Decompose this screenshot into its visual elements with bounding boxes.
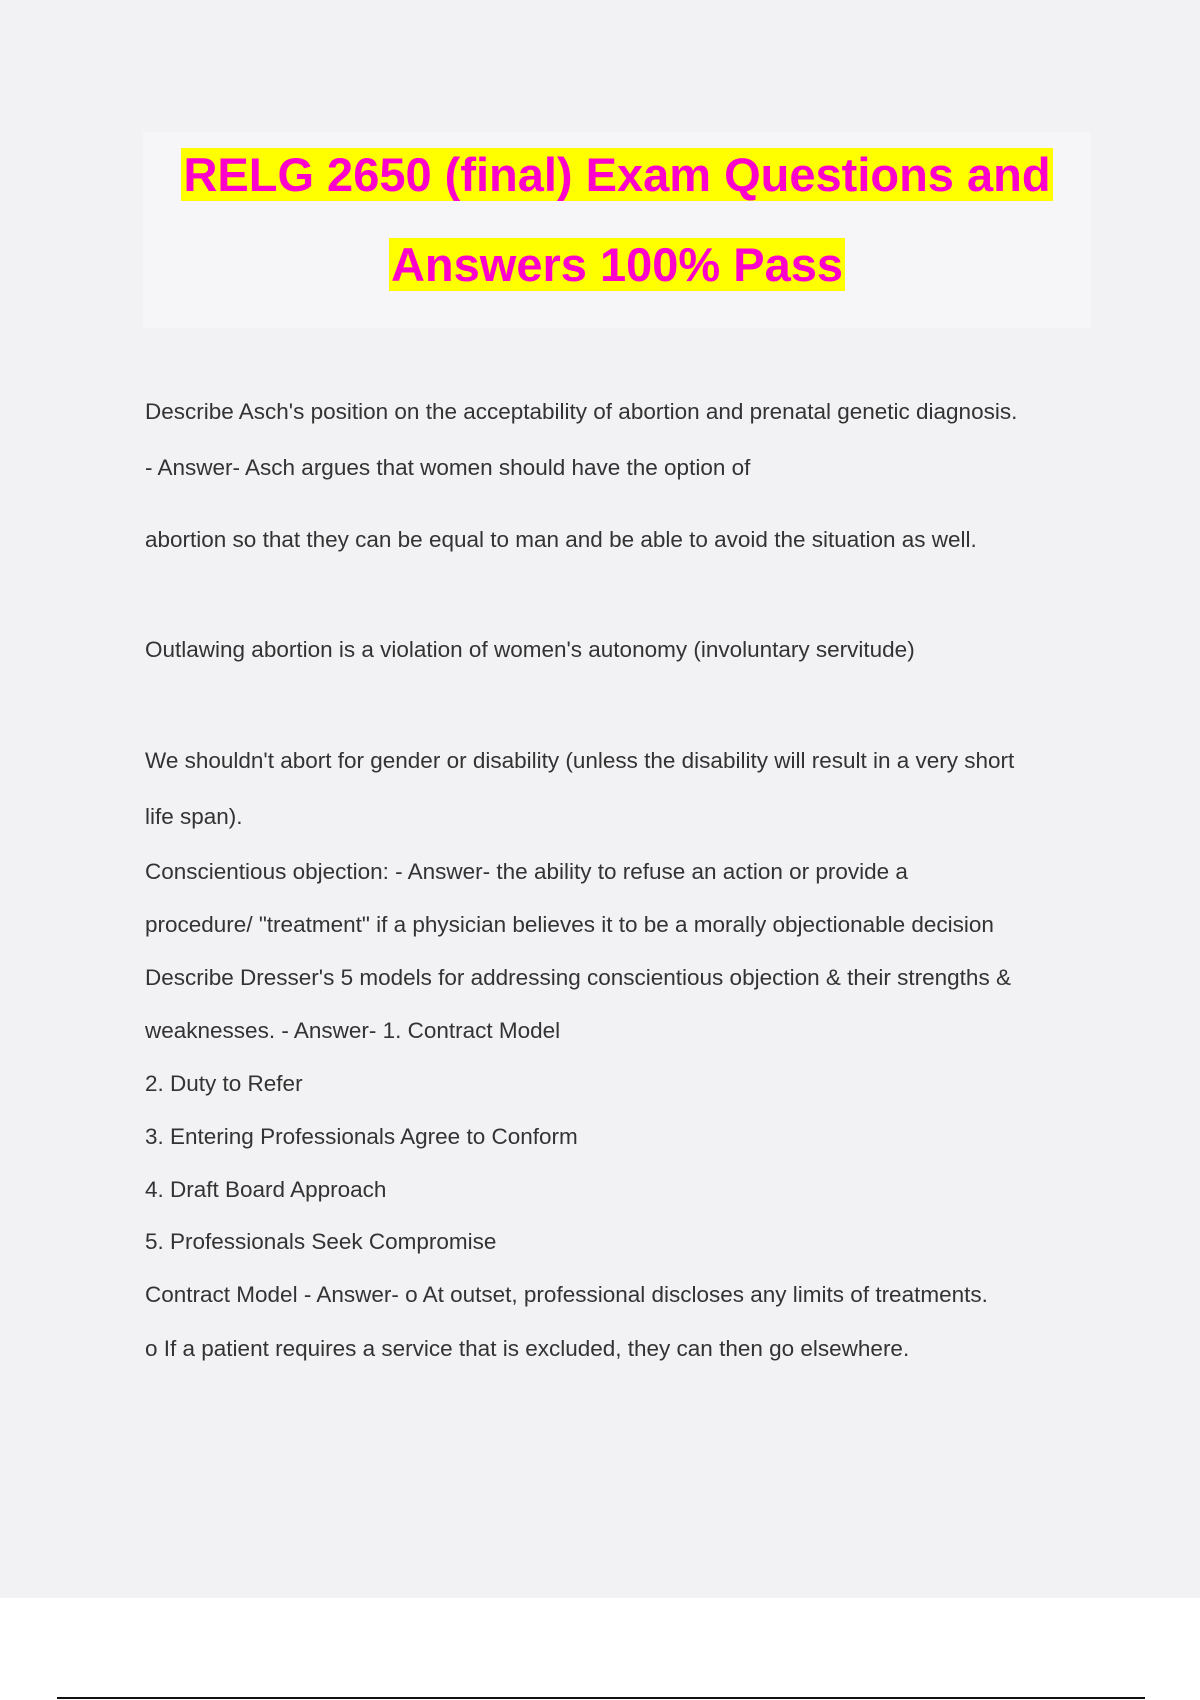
title-line-2	[143, 235, 1091, 295]
body-line: - Answer- Asch argues that women should have the option of	[145, 455, 751, 480]
body-line: procedure/ "treatment" if a physician believes it to be a morally objectionable decision	[145, 912, 994, 937]
body-line: Conscientious objection: - Answer- the ability to refuse an action or provide a	[145, 859, 908, 884]
body-line: We shouldn't abort for gender or disability (unless the disability will result in a very short	[145, 748, 1015, 773]
footer-divider	[57, 1697, 1145, 1699]
body-line: 2. Duty to Refer	[145, 1071, 303, 1096]
body-line: o If a patient requires a service that is excluded, they can then go elsewhere.	[145, 1336, 910, 1361]
body-line: Contract Model - Answer- o At outset, professional discloses any limits of treatments.	[145, 1282, 988, 1307]
title-text-1: RELG 2650 (final) Exam Questions and	[183, 148, 1051, 201]
body-line: 5. Professionals Seek Compromise	[145, 1229, 497, 1254]
body-line: Outlawing abortion is a violation of women's autonomy (involuntary servitude)	[145, 637, 915, 662]
body-line: weaknesses. - Answer- 1. Contract Model	[145, 1018, 561, 1043]
body-line: Describe Dresser's 5 models for addressing conscientious objection & their strengths &	[145, 965, 1011, 990]
title-line-1	[143, 145, 1091, 205]
body-line: Describe Asch's position on the acceptability of abortion and prenatal genetic diagnosis.	[145, 399, 1018, 424]
body-line: 3. Entering Professionals Agree to Conform	[145, 1124, 578, 1149]
body-line: 4. Draft Board Approach	[145, 1177, 387, 1202]
title-text-2: Answers 100% Pass	[390, 238, 843, 291]
document-title	[143, 132, 1091, 328]
body-line: abortion so that they can be equal to man and be able to avoid the situation as well.	[145, 527, 977, 552]
body-line: life span).	[145, 804, 243, 829]
